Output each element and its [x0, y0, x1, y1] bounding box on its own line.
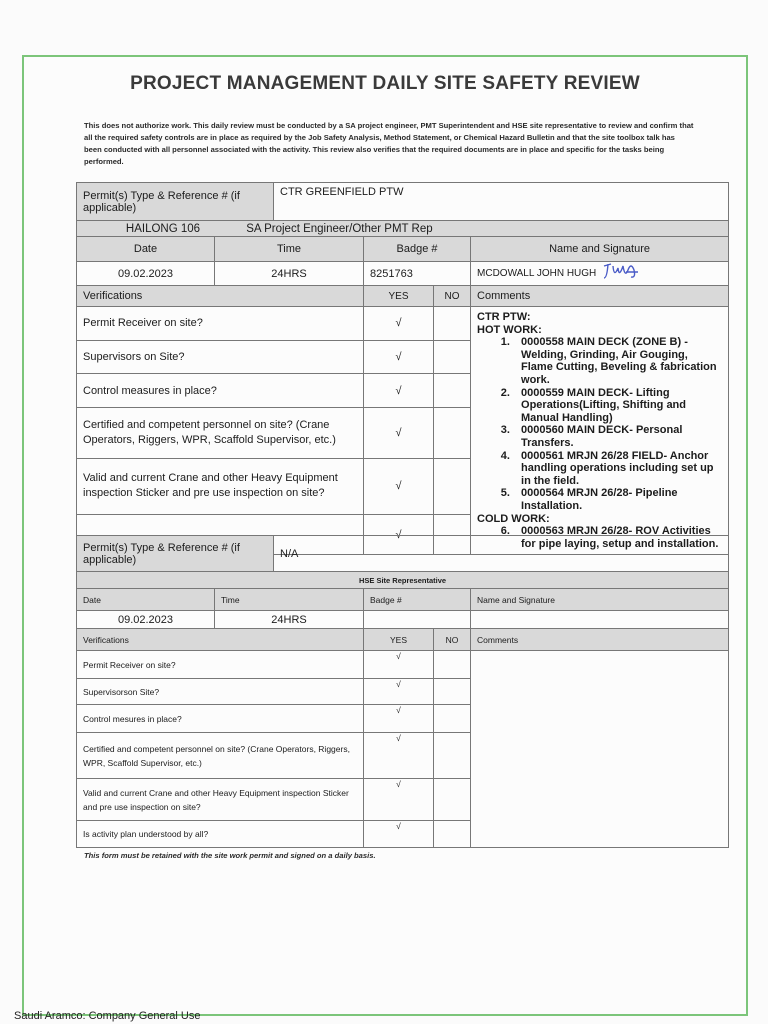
no-cell: [434, 651, 471, 679]
yes-check: √: [364, 340, 434, 374]
form-page: [22, 55, 748, 1016]
yes-check: √: [364, 408, 434, 459]
comment-item: 3. 0000560 MAIN DECK- Personal Transfers.: [513, 424, 722, 449]
verification-label: Valid and current Crane and other Heavy Equipment inspection Sticker and pre use inspection on site?: [77, 458, 364, 514]
permit-label: Permit(s) Type & Reference # (if applicable): [77, 183, 274, 221]
badge-header: Badge #: [364, 237, 471, 262]
yes-check: √: [364, 651, 434, 679]
no-header: NO: [434, 286, 471, 307]
verification-label: Supervisors on Site?: [77, 340, 364, 374]
yes-header: YES: [364, 286, 434, 307]
badge-value: [364, 611, 471, 629]
verification-label: Is activity plan understood by all?: [77, 821, 364, 848]
verification-label: Permit Receiver on site?: [77, 651, 364, 679]
retention-note: This form must be retained with the site work permit and signed on a daily basis.: [84, 851, 376, 860]
verification-label: Certified and competent personnel on site? (Crane Operators, Riggers, WPR, Scaffold Supervisor, etc.): [77, 733, 364, 779]
verification-label: Permit Receiver on site?: [77, 307, 364, 341]
time-header: Time: [215, 237, 364, 262]
comments-heading: CTR PTW:: [477, 311, 531, 323]
comment-item: 6. 0000563 MRJN 26/28- ROV Activities for pipe laying, setup and installation.: [513, 525, 722, 550]
permit-value: N/A: [274, 536, 729, 572]
name-signature-header: Name and Signature: [471, 237, 729, 262]
yes-check: √: [364, 374, 434, 408]
yes-check: √: [364, 514, 434, 554]
no-cell: [434, 458, 471, 514]
name-value: MCDOWALL JOHN HUGH: [477, 268, 597, 279]
badge-header: Badge #: [364, 589, 471, 611]
yes-header: YES: [364, 629, 434, 651]
yes-check: √: [364, 779, 434, 821]
yes-check: √: [364, 679, 434, 705]
time-value: 24HRS: [215, 611, 364, 629]
yes-check: √: [364, 821, 434, 848]
intro-paragraph: This does not authorize work. This daily review must be conducted by a SA project engineer, PMT Superintendent and HSE site representative to review and confirm that all the required safety controls are in place as required by the Job Safety Analysis, Method Statement, or Chemical Hazard Bulletin and that the site toolbox talk has been conducted with all personnel associated with the activity. This review also verifies that the required documents are in place and specific for the tasks being performed.: [84, 121, 694, 166]
name-signature-value: [471, 611, 729, 629]
comment-item: 1. 0000558 MAIN DECK (ZONE B) - Welding, Grinding, Air Gouging, Flame Cutting, Beveling & fabrication work.: [513, 336, 722, 386]
pmt-rep-table: [76, 182, 729, 555]
date-value: 09.02.2023: [77, 262, 215, 286]
date-value: 09.02.2023: [77, 611, 215, 629]
comments-heading: HOT WORK:: [477, 323, 542, 336]
comment-item: 4. 0000561 MRJN 26/28 FIELD- Anchor handling operations including set up in the field.: [513, 450, 722, 488]
comments-header: Comments: [471, 286, 729, 307]
verification-label: Control mesures in place?: [77, 705, 364, 733]
verification-label: Valid and current Crane and other Heavy Equipment inspection Sticker and pre use inspection on site?: [77, 779, 364, 821]
comments-cell: [471, 307, 729, 555]
no-cell: [434, 705, 471, 733]
role-label: SA Project Engineer/Other PMT Rep: [246, 222, 433, 235]
verification-label: Supervisorson Site?: [77, 679, 364, 705]
comments-header: Comments: [471, 629, 729, 651]
name-signature-header: Name and Signature: [471, 589, 729, 611]
no-cell: [434, 340, 471, 374]
vessel-name: HAILONG 106: [125, 222, 201, 235]
comment-item: 2. 0000559 MAIN DECK- Lifting Operations(Lifting, Shifting and Manual Handling): [513, 387, 722, 425]
yes-check: √: [364, 733, 434, 779]
badge-value: 8251763: [364, 262, 471, 286]
yes-check: √: [364, 458, 434, 514]
time-header: Time: [215, 589, 364, 611]
no-cell: [434, 374, 471, 408]
verifications-header: Verifications: [77, 629, 364, 651]
verification-label: Certified and competent personnel on site? (Crane Operators, Riggers, WPR, Scaffold Supervisor, etc.): [77, 408, 364, 459]
comment-item: 5. 0000564 MRJN 26/28- Pipeline Installation.: [513, 487, 722, 512]
classification-label: Saudi Aramco: Company General Use: [14, 1010, 201, 1022]
yes-check: √: [364, 307, 434, 341]
verification-label: Control measures in place?: [77, 374, 364, 408]
no-cell: [434, 679, 471, 705]
comments-heading: COLD WORK:: [477, 512, 550, 525]
no-header: NO: [434, 629, 471, 651]
hse-rep-table: [76, 535, 729, 848]
no-cell: [434, 821, 471, 848]
role-label: HSE Site Representative: [77, 572, 729, 589]
verifications-header: Verifications: [77, 286, 364, 307]
permit-value: CTR GREENFIELD PTW: [274, 183, 729, 221]
signature-mark: [601, 262, 641, 286]
yes-check: √: [364, 705, 434, 733]
no-cell: [434, 779, 471, 821]
no-cell: [434, 733, 471, 779]
no-cell: [434, 307, 471, 341]
time-value: 24HRS: [215, 262, 364, 286]
date-header: Date: [77, 589, 215, 611]
permit-label: Permit(s) Type & Reference # (if applicable): [77, 536, 274, 572]
no-cell: [434, 408, 471, 459]
date-header: Date: [77, 237, 215, 262]
page-title: PROJECT MANAGEMENT DAILY SITE SAFETY REVIEW: [130, 73, 640, 94]
comments-cell: [471, 651, 729, 848]
